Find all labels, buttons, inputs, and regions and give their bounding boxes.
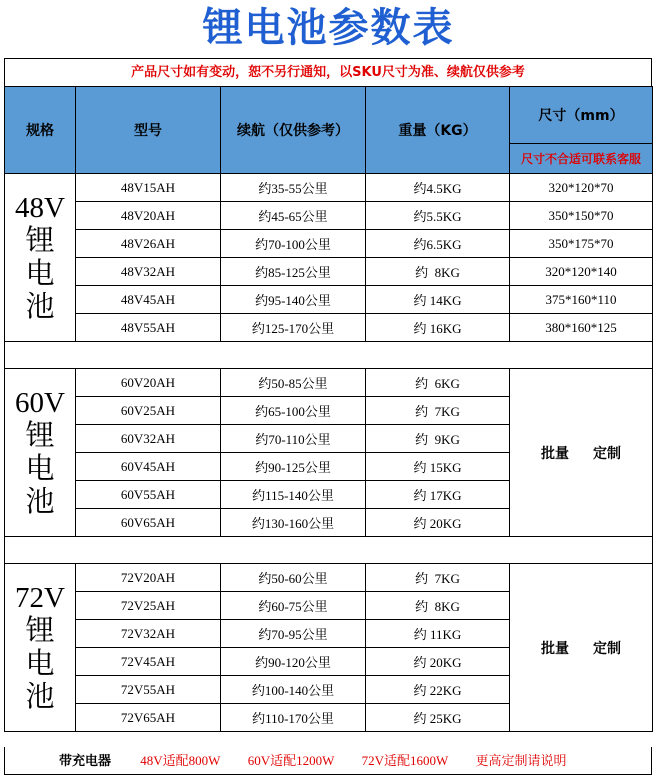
spec-char: 锂 [25,419,55,452]
range-cell: 约90-125公里 [221,453,366,481]
range-cell: 约70-100公里 [221,230,366,258]
size-cell: 350*175*70 [510,230,653,258]
header-weight: 重量（KG） [366,87,510,174]
weight-cell: 约 8KG [366,592,510,620]
table-row [5,258,653,286]
group-spacer-cell [5,537,653,564]
header-range: 续航（仅供参考） [221,87,366,174]
spec-char: 锂 [25,614,55,647]
weight-cell: 约4.5KG [366,174,510,202]
range-cell: 约45-65公里 [221,202,366,230]
range-cell: 约90-120公里 [221,648,366,676]
spec-char: 电 [25,647,55,680]
range-cell: 约115-140公里 [221,481,366,509]
range-cell: 约70-110公里 [221,425,366,453]
weight-cell: 约 7KG [366,564,510,592]
spec-char: 锂 [25,224,55,257]
header-model: 型号 [76,87,221,174]
battery-spec-table [4,86,653,732]
custom-order-text: 批量 [541,640,569,657]
spec-voltage: 60V [15,386,65,419]
weight-cell: 约5.5KG [366,202,510,230]
footer-label: 带充电器 [59,754,112,769]
model-cell: 72V32AH [76,620,221,648]
custom-order-cell [510,369,653,537]
range-cell: 约70-95公里 [221,620,366,648]
notice-banner: 产品尺寸如有变动，恕不另行通知，以SKU尺寸为准、续航仅供参考 [4,58,652,86]
spec-cell [5,564,76,732]
page-title: 锂电池参数表 [202,5,455,51]
range-cell: 约130-160公里 [221,509,366,537]
footer-item: 更高定制请说明 [475,753,567,768]
range-cell: 约50-60公里 [221,564,366,592]
model-cell: 48V26AH [76,230,221,258]
spec-voltage: 72V [15,581,65,614]
size-cell: 320*120*70 [510,174,653,202]
table-row [5,314,653,342]
model-cell: 48V15AH [76,174,221,202]
spec-char: 电 [25,257,55,290]
weight-cell: 约 6KG [366,369,510,397]
range-cell: 约95-140公里 [221,286,366,314]
weight-cell: 约 17KG [366,481,510,509]
header-size: 尺寸（mm） [510,87,653,144]
model-cell: 60V20AH [76,369,221,397]
weight-cell: 约 20KG [366,648,510,676]
footer-item: 48V适配800W [140,753,221,768]
range-cell: 约60-75公里 [221,592,366,620]
table-row [5,369,653,397]
weight-cell: 约 9KG [366,425,510,453]
size-cell: 350*150*70 [510,202,653,230]
weight-cell: 约 14KG [366,286,510,314]
table-row [5,286,653,314]
model-cell: 72V20AH [76,564,221,592]
size-cell: 380*160*125 [510,314,653,342]
weight-cell: 约 7KG [366,397,510,425]
custom-order-cell [510,564,653,732]
footer-charger-row [4,747,652,775]
group-spacer-cell [5,342,653,369]
spec-char: 池 [25,485,55,518]
custom-order-text: 定制 [593,640,621,657]
range-cell: 约110-170公里 [221,704,366,732]
header-size-note: 尺寸不合适可联系客服 [510,144,653,174]
weight-cell: 约 25KG [366,704,510,732]
range-cell: 约50-85公里 [221,369,366,397]
model-cell: 60V25AH [76,397,221,425]
model-cell: 48V45AH [76,286,221,314]
custom-order-text: 批量 [541,445,569,462]
table-row [5,564,653,592]
weight-cell: 约 15KG [366,453,510,481]
range-cell: 约65-100公里 [221,397,366,425]
group-spacer-row [5,342,653,369]
model-cell: 72V65AH [76,704,221,732]
size-cell: 320*120*140 [510,258,653,286]
weight-cell: 约6.5KG [366,230,510,258]
spec-cell [5,369,76,537]
spec-char: 电 [25,452,55,485]
spec-voltage: 48V [15,191,65,224]
model-cell: 60V45AH [76,453,221,481]
table-body [5,174,653,732]
model-cell: 48V55AH [76,314,221,342]
weight-cell: 约 20KG [366,509,510,537]
spec-char: 池 [25,680,55,713]
range-cell: 约125-170公里 [221,314,366,342]
range-cell: 约85-125公里 [221,258,366,286]
model-cell: 60V65AH [76,509,221,537]
range-cell: 约35-55公里 [221,174,366,202]
weight-cell: 约 11KG [366,620,510,648]
custom-order-text: 定制 [593,445,621,462]
table-row [5,202,653,230]
model-cell: 60V55AH [76,481,221,509]
size-cell: 375*160*110 [510,286,653,314]
table-row [5,230,653,258]
model-cell: 72V25AH [76,592,221,620]
table-row [5,174,653,202]
group-spacer-row [5,537,653,564]
weight-cell: 约 8KG [366,258,510,286]
footer-item: 72V适配1600W [361,753,449,768]
weight-cell: 约 22KG [366,676,510,704]
footer-item: 60V适配1200W [247,753,335,768]
model-cell: 48V32AH [76,258,221,286]
weight-cell: 约 16KG [366,314,510,342]
model-cell: 48V20AH [76,202,221,230]
spec-cell [5,174,76,342]
model-cell: 72V45AH [76,648,221,676]
model-cell: 60V32AH [76,425,221,453]
header-spec: 规格 [5,87,76,174]
model-cell: 72V55AH [76,676,221,704]
spec-char: 池 [25,290,55,323]
range-cell: 约100-140公里 [221,676,366,704]
